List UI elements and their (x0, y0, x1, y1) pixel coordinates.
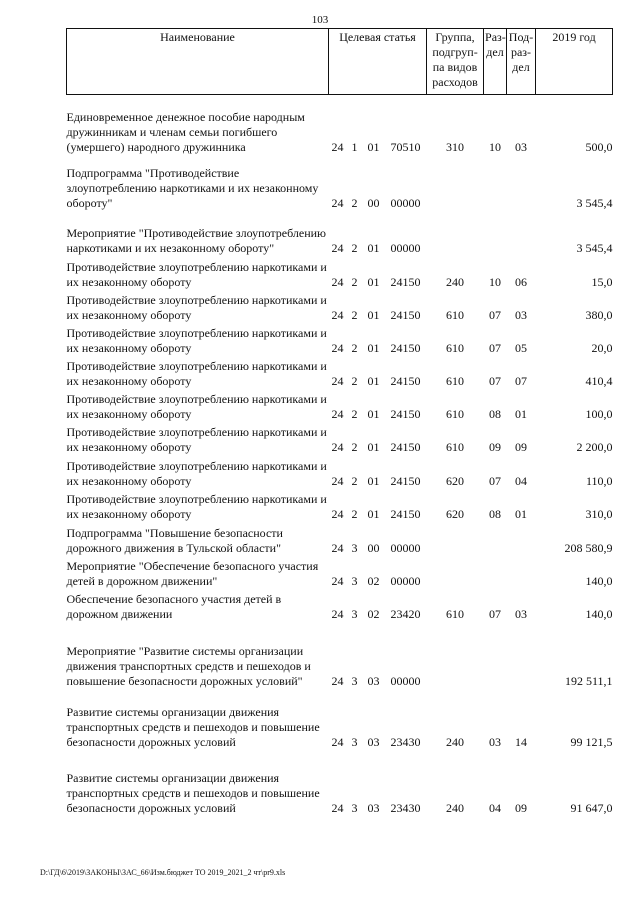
row-code-c: 03 (367, 800, 380, 815)
row-group: 240 (446, 274, 465, 289)
row-amount: 15,0 (591, 274, 613, 289)
row-code-a: 24 (331, 540, 344, 555)
row-amount: 110,0 (585, 473, 613, 488)
row-name: Обеспечение безопасного участия детей в дорожном движении (66, 591, 282, 621)
row-section: 08 (489, 406, 502, 421)
row-group: 610 (446, 307, 465, 322)
row-code-a: 24 (331, 307, 344, 322)
row-group: 610 (446, 373, 465, 388)
row-code-a: 24 (331, 274, 344, 289)
row-section (484, 155, 507, 211)
row-code-a: 24 (331, 373, 344, 388)
row-name: Мероприятие "Развитие системы организации движения транспортных средств и пешеходов и повышение безопасности дорожных условий" (66, 643, 311, 688)
row-code-b: 2 (351, 274, 358, 289)
header-group: Группа, подгруп-па видов расходов (427, 29, 484, 95)
row-name: Подпрограмма "Повышение безопасности дорожного движения в Тульской области" (66, 525, 283, 555)
row-section: 08 (489, 506, 502, 521)
table-row (67, 290, 613, 323)
row-amount: 91 647,0 (570, 800, 613, 815)
row-subsection: 07 (515, 373, 528, 388)
row-code-d: 00000 (390, 540, 421, 555)
row-code-a: 24 (331, 406, 344, 421)
row-name: Противодействие злоупотреблению наркотиками и их незаконному обороту (66, 259, 327, 289)
row-subsection (507, 522, 536, 556)
table-header (67, 29, 613, 95)
row-code-d: 70510 (390, 139, 421, 154)
row-subsection: 05 (515, 340, 528, 355)
row-code-b: 2 (351, 240, 358, 255)
header-target-article: Целевая статья (329, 29, 427, 95)
row-code-d: 24150 (390, 406, 421, 421)
row-code-d: 00000 (390, 195, 421, 210)
row-name: Противодействие злоупотреблению наркотиками и их незаконному обороту (66, 424, 327, 454)
row-section: 07 (489, 307, 502, 322)
row-section: 03 (489, 734, 502, 749)
row-code-c: 01 (367, 506, 380, 521)
row-group (427, 556, 484, 589)
row-section (484, 622, 507, 689)
row-code-b: 3 (351, 606, 358, 621)
header-section: Раз-дел (484, 29, 507, 95)
row-amount: 208 580,9 (564, 540, 613, 555)
row-group: 610 (446, 439, 465, 454)
row-name: Противодействие злоупотреблению наркотиками и их незаконному обороту (66, 458, 327, 488)
row-amount: 3 545,4 (576, 195, 613, 210)
row-name: Противодействие злоупотреблению наркотиками и их незаконному обороту (66, 491, 327, 521)
row-code-d: 24150 (390, 439, 421, 454)
row-subsection (507, 622, 536, 689)
row-code-d: 24150 (390, 506, 421, 521)
row-code-c: 01 (367, 473, 380, 488)
row-code-b: 3 (351, 800, 358, 815)
row-code-a: 24 (331, 139, 344, 154)
row-name: Подпрограмма "Противодействие злоупотреблению наркотиками и их незаконному обороту" (66, 165, 319, 210)
table-row (67, 589, 613, 622)
row-code-d: 24150 (390, 340, 421, 355)
row-name: Мероприятие "Противодействие злоупотреблению наркотиками и их незаконному обороту" (66, 225, 327, 255)
row-name: Развитие системы организации движения транспортных средств и пешеходов и повышение безопасности дорожных условий (66, 770, 320, 815)
row-code-d: 24150 (390, 307, 421, 322)
row-code-c: 01 (367, 274, 380, 289)
row-amount: 99 121,5 (570, 734, 613, 749)
table-row (67, 323, 613, 356)
row-group: 620 (446, 473, 465, 488)
row-name: Единовременное денежное пособие народным дружинникам и членам семьи погибшего (умершего) народного дружинника (66, 109, 305, 154)
table-row (67, 256, 613, 290)
row-amount: 500,0 (585, 139, 613, 154)
row-code-c: 02 (367, 606, 380, 621)
row-code-c: 03 (367, 673, 380, 688)
row-code-a: 24 (331, 439, 344, 454)
row-name: Противодействие злоупотреблению наркотиками и их незаконному обороту (66, 358, 327, 388)
row-amount: 192 511,1 (564, 673, 613, 688)
row-name: Противодействие злоупотреблению наркотиками и их незаконному обороту (66, 391, 327, 421)
row-section: 09 (489, 439, 502, 454)
row-group (427, 622, 484, 689)
table-row (67, 95, 613, 155)
row-code-d: 00000 (390, 673, 421, 688)
row-section: 07 (489, 606, 502, 621)
row-code-a: 24 (331, 506, 344, 521)
row-subsection: 14 (515, 734, 528, 749)
table-row (67, 689, 613, 750)
table-row (67, 211, 613, 256)
row-group: 240 (446, 734, 465, 749)
row-group: 310 (446, 139, 465, 154)
row-subsection: 03 (515, 139, 528, 154)
row-code-a: 24 (331, 340, 344, 355)
row-code-b: 3 (351, 734, 358, 749)
table-row (67, 750, 613, 816)
row-section (484, 556, 507, 589)
row-section: 07 (489, 473, 502, 488)
row-code-b: 2 (351, 439, 358, 454)
row-amount: 140,0 (585, 573, 613, 588)
row-code-c: 00 (367, 195, 380, 210)
row-amount: 140,0 (585, 606, 613, 621)
row-code-d: 24150 (390, 373, 421, 388)
row-section: 07 (489, 340, 502, 355)
row-subsection: 09 (515, 439, 528, 454)
row-code-a: 24 (331, 240, 344, 255)
table-row (67, 389, 613, 422)
row-code-b: 3 (351, 673, 358, 688)
row-subsection: 01 (515, 506, 528, 521)
row-amount: 310,0 (585, 506, 613, 521)
row-group: 620 (446, 506, 465, 521)
row-group (427, 522, 484, 556)
table-row (67, 422, 613, 455)
row-subsection: 04 (515, 473, 528, 488)
row-subsection (507, 556, 536, 589)
row-code-d: 23430 (390, 734, 421, 749)
row-group: 240 (446, 800, 465, 815)
row-section: 10 (489, 274, 502, 289)
table-row (67, 489, 613, 522)
row-code-d: 23420 (390, 606, 421, 621)
table-row (67, 522, 613, 556)
row-code-b: 2 (351, 406, 358, 421)
row-group: 610 (446, 340, 465, 355)
file-path-footer: D:\ГД\6\2019\ЗАКОНЫ\ЗАС_66\Изм.бюджет ТО 2019_2021_2 чт\pr9.xls (40, 868, 286, 877)
row-code-a: 24 (331, 673, 344, 688)
row-subsection: 06 (515, 274, 528, 289)
row-code-a: 24 (331, 473, 344, 488)
table-row (67, 556, 613, 589)
header-subsection: Под-раз-дел (507, 29, 536, 95)
row-code-d: 24150 (390, 274, 421, 289)
row-code-d: 00000 (390, 573, 421, 588)
table-row (67, 622, 613, 689)
row-name: Противодействие злоупотреблению наркотиками и их незаконному обороту (66, 292, 327, 322)
row-group (427, 211, 484, 256)
budget-table (66, 28, 613, 816)
row-code-b: 2 (351, 340, 358, 355)
row-amount: 2 200,0 (576, 439, 613, 454)
row-code-b: 2 (351, 195, 358, 210)
row-subsection (507, 211, 536, 256)
row-code-a: 24 (331, 573, 344, 588)
row-code-a: 24 (331, 195, 344, 210)
table-row (67, 455, 613, 489)
row-section: 04 (489, 800, 502, 815)
table-row (67, 356, 613, 389)
row-name: Мероприятие "Обеспечение безопасного участия детей в дорожном движении" (66, 558, 319, 588)
row-group: 610 (446, 606, 465, 621)
row-code-c: 01 (367, 439, 380, 454)
row-amount: 20,0 (591, 340, 613, 355)
row-code-b: 2 (351, 473, 358, 488)
table-row (67, 155, 613, 211)
row-code-d: 24150 (390, 473, 421, 488)
row-code-b: 2 (351, 506, 358, 521)
row-code-c: 00 (367, 540, 380, 555)
row-code-b: 3 (351, 540, 358, 555)
page-number: 103 (311, 14, 329, 26)
row-code-c: 01 (367, 240, 380, 255)
row-amount: 100,0 (585, 406, 613, 421)
row-code-c: 01 (367, 340, 380, 355)
row-code-c: 02 (367, 573, 380, 588)
row-code-d: 00000 (390, 240, 421, 255)
row-code-c: 01 (367, 139, 380, 154)
row-code-c: 01 (367, 406, 380, 421)
row-section: 07 (489, 373, 502, 388)
row-code-b: 3 (351, 573, 358, 588)
row-amount: 410,4 (585, 373, 613, 388)
row-section (484, 522, 507, 556)
row-name: Развитие системы организации движения транспортных средств и пешеходов и повышение безопасности дорожных условий (66, 704, 320, 749)
row-code-c: 01 (367, 307, 380, 322)
header-year: 2019 год (536, 29, 613, 95)
row-section: 10 (489, 139, 502, 154)
row-subsection: 03 (515, 307, 528, 322)
row-section (484, 211, 507, 256)
row-code-d: 23430 (390, 800, 421, 815)
row-name: Противодействие злоупотреблению наркотиками и их незаконному обороту (66, 325, 327, 355)
row-subsection: 03 (515, 606, 528, 621)
row-code-b: 2 (351, 307, 358, 322)
header-name: Наименование (67, 29, 329, 95)
row-amount: 380,0 (585, 307, 613, 322)
row-subsection (507, 155, 536, 211)
row-subsection: 09 (515, 800, 528, 815)
row-code-a: 24 (331, 800, 344, 815)
row-code-c: 03 (367, 734, 380, 749)
row-code-b: 2 (351, 373, 358, 388)
row-group (427, 155, 484, 211)
row-group: 610 (446, 406, 465, 421)
row-code-a: 24 (331, 606, 344, 621)
row-amount: 3 545,4 (576, 240, 613, 255)
row-code-a: 24 (331, 734, 344, 749)
row-code-b: 1 (351, 139, 358, 154)
row-code-c: 01 (367, 373, 380, 388)
row-subsection: 01 (515, 406, 528, 421)
